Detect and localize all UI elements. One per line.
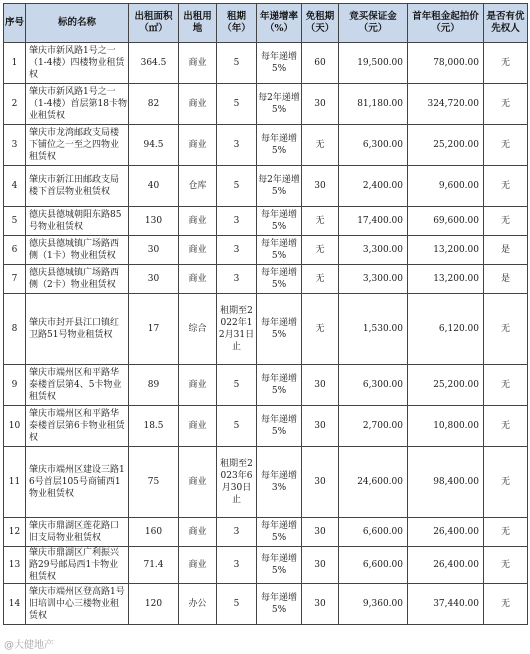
cell-usage: 商业 [179, 406, 217, 447]
cell-rent-free: 无 [302, 207, 339, 236]
cell-name: 德庆县德城镇广场路西侧（2卡）物业租赁权 [26, 265, 129, 294]
cell-index: 14 [4, 584, 26, 625]
cell-increase-rate: 每年递增5% [257, 236, 302, 265]
cell-increase-rate: 每年递增5% [257, 406, 302, 447]
cell-deposit: 6,300.00 [339, 365, 408, 406]
cell-rent-free: 无 [302, 265, 339, 294]
header-priority: 是否有优先权人 [484, 4, 528, 43]
cell-name: 肇庆市端州区建设三路16号首层105号商铺西1物业租赁权 [26, 447, 129, 518]
cell-deposit: 6,600.00 [339, 518, 408, 547]
cell-area: 18.5 [129, 406, 179, 447]
cell-term: 3 [217, 547, 257, 584]
header-index: 序号 [4, 4, 26, 43]
cell-term: 租期至2023年6月30日止 [217, 447, 257, 518]
cell-starting-rent: 37,440.00 [408, 584, 484, 625]
cell-deposit: 1,530.00 [339, 294, 408, 365]
cell-index: 11 [4, 447, 26, 518]
cell-deposit: 2,400.00 [339, 166, 408, 207]
cell-index: 5 [4, 207, 26, 236]
cell-index: 9 [4, 365, 26, 406]
cell-rent-free: 30 [302, 166, 339, 207]
cell-deposit: 17,400.00 [339, 207, 408, 236]
cell-usage: 商业 [179, 236, 217, 265]
cell-rent-free: 60 [302, 43, 339, 84]
table-row [4, 584, 528, 625]
header-row [4, 4, 528, 43]
cell-area: 30 [129, 236, 179, 265]
cell-rent-free: 30 [302, 547, 339, 584]
header-increase-rate: 年递增率（%） [257, 4, 302, 43]
cell-priority: 无 [484, 43, 528, 84]
cell-usage: 商业 [179, 447, 217, 518]
cell-index: 12 [4, 518, 26, 547]
cell-priority: 无 [484, 518, 528, 547]
cell-rent-free: 30 [302, 406, 339, 447]
cell-term: 5 [217, 584, 257, 625]
header-deposit: 竞买保证金（元） [339, 4, 408, 43]
table-row [4, 365, 528, 406]
cell-starting-rent: 9,600.00 [408, 166, 484, 207]
header-usage: 出租用地 [179, 4, 217, 43]
cell-priority: 无 [484, 547, 528, 584]
cell-rent-free: 无 [302, 125, 339, 166]
cell-term: 5 [217, 166, 257, 207]
cell-starting-rent: 13,200.00 [408, 236, 484, 265]
cell-name: 肇庆市封开县江口镇红卫路51号物业租赁权 [26, 294, 129, 365]
header-name: 标的名称 [26, 4, 129, 43]
cell-usage: 商业 [179, 43, 217, 84]
cell-name: 肇庆市鼎湖区广利振兴路29号邮局西1卡物业租赁权 [26, 547, 129, 584]
cell-usage: 商业 [179, 547, 217, 584]
cell-deposit: 19,500.00 [339, 43, 408, 84]
cell-term: 租期至2022年12月31日止 [217, 294, 257, 365]
cell-name: 肇庆市鼎湖区莲花路口旧支局物业租赁权 [26, 518, 129, 547]
cell-index: 7 [4, 265, 26, 294]
cell-deposit: 6,300.00 [339, 125, 408, 166]
table-row [4, 166, 528, 207]
cell-name: 肇庆市新风路1号之一（1-4楼）四楼物业租赁权 [26, 43, 129, 84]
cell-index: 2 [4, 84, 26, 125]
cell-area: 130 [129, 207, 179, 236]
cell-starting-rent: 26,400.00 [408, 518, 484, 547]
cell-priority: 是 [484, 236, 528, 265]
cell-rent-free: 无 [302, 236, 339, 265]
cell-rent-free: 无 [302, 294, 339, 365]
cell-usage: 商业 [179, 265, 217, 294]
cell-usage: 商业 [179, 84, 217, 125]
cell-usage: 仓库 [179, 166, 217, 207]
cell-term: 3 [217, 207, 257, 236]
cell-usage: 商业 [179, 125, 217, 166]
cell-usage: 办公 [179, 584, 217, 625]
table-row [4, 125, 528, 166]
cell-rent-free: 30 [302, 447, 339, 518]
cell-term: 5 [217, 43, 257, 84]
cell-priority: 无 [484, 584, 528, 625]
cell-term: 5 [217, 365, 257, 406]
cell-rent-free: 30 [302, 518, 339, 547]
cell-increase-rate: 每年递增5% [257, 125, 302, 166]
cell-index: 10 [4, 406, 26, 447]
cell-priority: 无 [484, 406, 528, 447]
cell-starting-rent: 13,200.00 [408, 265, 484, 294]
cell-deposit: 81,180.00 [339, 84, 408, 125]
cell-usage: 商业 [179, 518, 217, 547]
cell-name: 肇庆市端州区和平路华泰楼首层第4、5卡物业租赁权 [26, 365, 129, 406]
cell-term: 3 [217, 125, 257, 166]
header-starting-rent: 首年租金起拍价（元） [408, 4, 484, 43]
table-row [4, 265, 528, 294]
cell-area: 89 [129, 365, 179, 406]
cell-increase-rate: 每年递增5% [257, 294, 302, 365]
cell-index: 8 [4, 294, 26, 365]
cell-index: 4 [4, 166, 26, 207]
cell-starting-rent: 98,400.00 [408, 447, 484, 518]
cell-priority: 无 [484, 125, 528, 166]
cell-term: 5 [217, 84, 257, 125]
cell-priority: 无 [484, 166, 528, 207]
cell-area: 364.5 [129, 43, 179, 84]
cell-area: 160 [129, 518, 179, 547]
cell-increase-rate: 每年递增5% [257, 207, 302, 236]
header-area: 出租面积（㎡） [129, 4, 179, 43]
cell-deposit: 3,300.00 [339, 236, 408, 265]
cell-area: 30 [129, 265, 179, 294]
cell-starting-rent: 324,720.00 [408, 84, 484, 125]
table-row [4, 84, 528, 125]
table-row [4, 447, 528, 518]
cell-name: 肇庆市端州区登高路1号旧培训中心三楼物业租赁权 [26, 584, 129, 625]
header-term: 租期（年） [217, 4, 257, 43]
cell-area: 17 [129, 294, 179, 365]
cell-term: 3 [217, 265, 257, 294]
cell-increase-rate: 每年递增5% [257, 547, 302, 584]
cell-starting-rent: 26,400.00 [408, 547, 484, 584]
cell-starting-rent: 10,800.00 [408, 406, 484, 447]
cell-increase-rate: 每2年递增5% [257, 84, 302, 125]
table-row [4, 406, 528, 447]
cell-deposit: 24,600.00 [339, 447, 408, 518]
cell-name: 肇庆市新江田邮政支局楼下首层物业租赁权 [26, 166, 129, 207]
cell-name: 德庆县德城朝阳东路85号物业租赁权 [26, 207, 129, 236]
cell-usage: 商业 [179, 207, 217, 236]
cell-name: 肇庆市新风路1号之一（1-4楼）首层第18卡物业租赁权 [26, 84, 129, 125]
cell-increase-rate: 每年递增5% [257, 43, 302, 84]
cell-priority: 无 [484, 207, 528, 236]
cell-name: 肇庆市端州区和平路华泰楼首层第6卡物业租赁权 [26, 406, 129, 447]
cell-usage: 商业 [179, 365, 217, 406]
cell-deposit: 9,360.00 [339, 584, 408, 625]
cell-increase-rate: 每2年递增5% [257, 166, 302, 207]
table-row [4, 518, 528, 547]
table-row [4, 207, 528, 236]
cell-priority: 无 [484, 84, 528, 125]
cell-priority: 无 [484, 447, 528, 518]
cell-priority: 无 [484, 365, 528, 406]
header-rent-free: 免租期（天） [302, 4, 339, 43]
cell-area: 71.4 [129, 547, 179, 584]
cell-index: 6 [4, 236, 26, 265]
property-lease-table [3, 3, 528, 625]
cell-starting-rent: 69,600.00 [408, 207, 484, 236]
cell-area: 82 [129, 84, 179, 125]
cell-index: 13 [4, 547, 26, 584]
cell-increase-rate: 每年递增5% [257, 365, 302, 406]
cell-term: 3 [217, 518, 257, 547]
cell-rent-free: 30 [302, 84, 339, 125]
table-row [4, 547, 528, 584]
cell-rent-free: 30 [302, 365, 339, 406]
cell-area: 40 [129, 166, 179, 207]
table-body [4, 43, 528, 625]
cell-increase-rate: 每年递增5% [257, 518, 302, 547]
cell-starting-rent: 25,200.00 [408, 365, 484, 406]
cell-deposit: 2,700.00 [339, 406, 408, 447]
cell-increase-rate: 每年递增3% [257, 447, 302, 518]
cell-term: 3 [217, 236, 257, 265]
cell-area: 94.5 [129, 125, 179, 166]
cell-priority: 是 [484, 265, 528, 294]
cell-increase-rate: 每年递增5% [257, 265, 302, 294]
cell-name: 德庆县德城镇广场路西侧（1卡）物业租赁权 [26, 236, 129, 265]
cell-area: 120 [129, 584, 179, 625]
cell-term: 5 [217, 406, 257, 447]
cell-name: 肇庆市龙湾邮政支局楼下铺位之一至之四物业租赁权 [26, 125, 129, 166]
cell-index: 3 [4, 125, 26, 166]
table-row [4, 43, 528, 84]
cell-usage: 综合 [179, 294, 217, 365]
cell-area: 75 [129, 447, 179, 518]
table-row [4, 236, 528, 265]
cell-deposit: 3,300.00 [339, 265, 408, 294]
cell-starting-rent: 25,200.00 [408, 125, 484, 166]
cell-index: 1 [4, 43, 26, 84]
watermark: @大健地产 [4, 640, 54, 651]
cell-starting-rent: 78,000.00 [408, 43, 484, 84]
cell-deposit: 6,600.00 [339, 547, 408, 584]
table-row [4, 294, 528, 365]
cell-priority: 无 [484, 294, 528, 365]
cell-starting-rent: 6,120.00 [408, 294, 484, 365]
cell-increase-rate: 每年递增5% [257, 584, 302, 625]
cell-rent-free: 30 [302, 584, 339, 625]
